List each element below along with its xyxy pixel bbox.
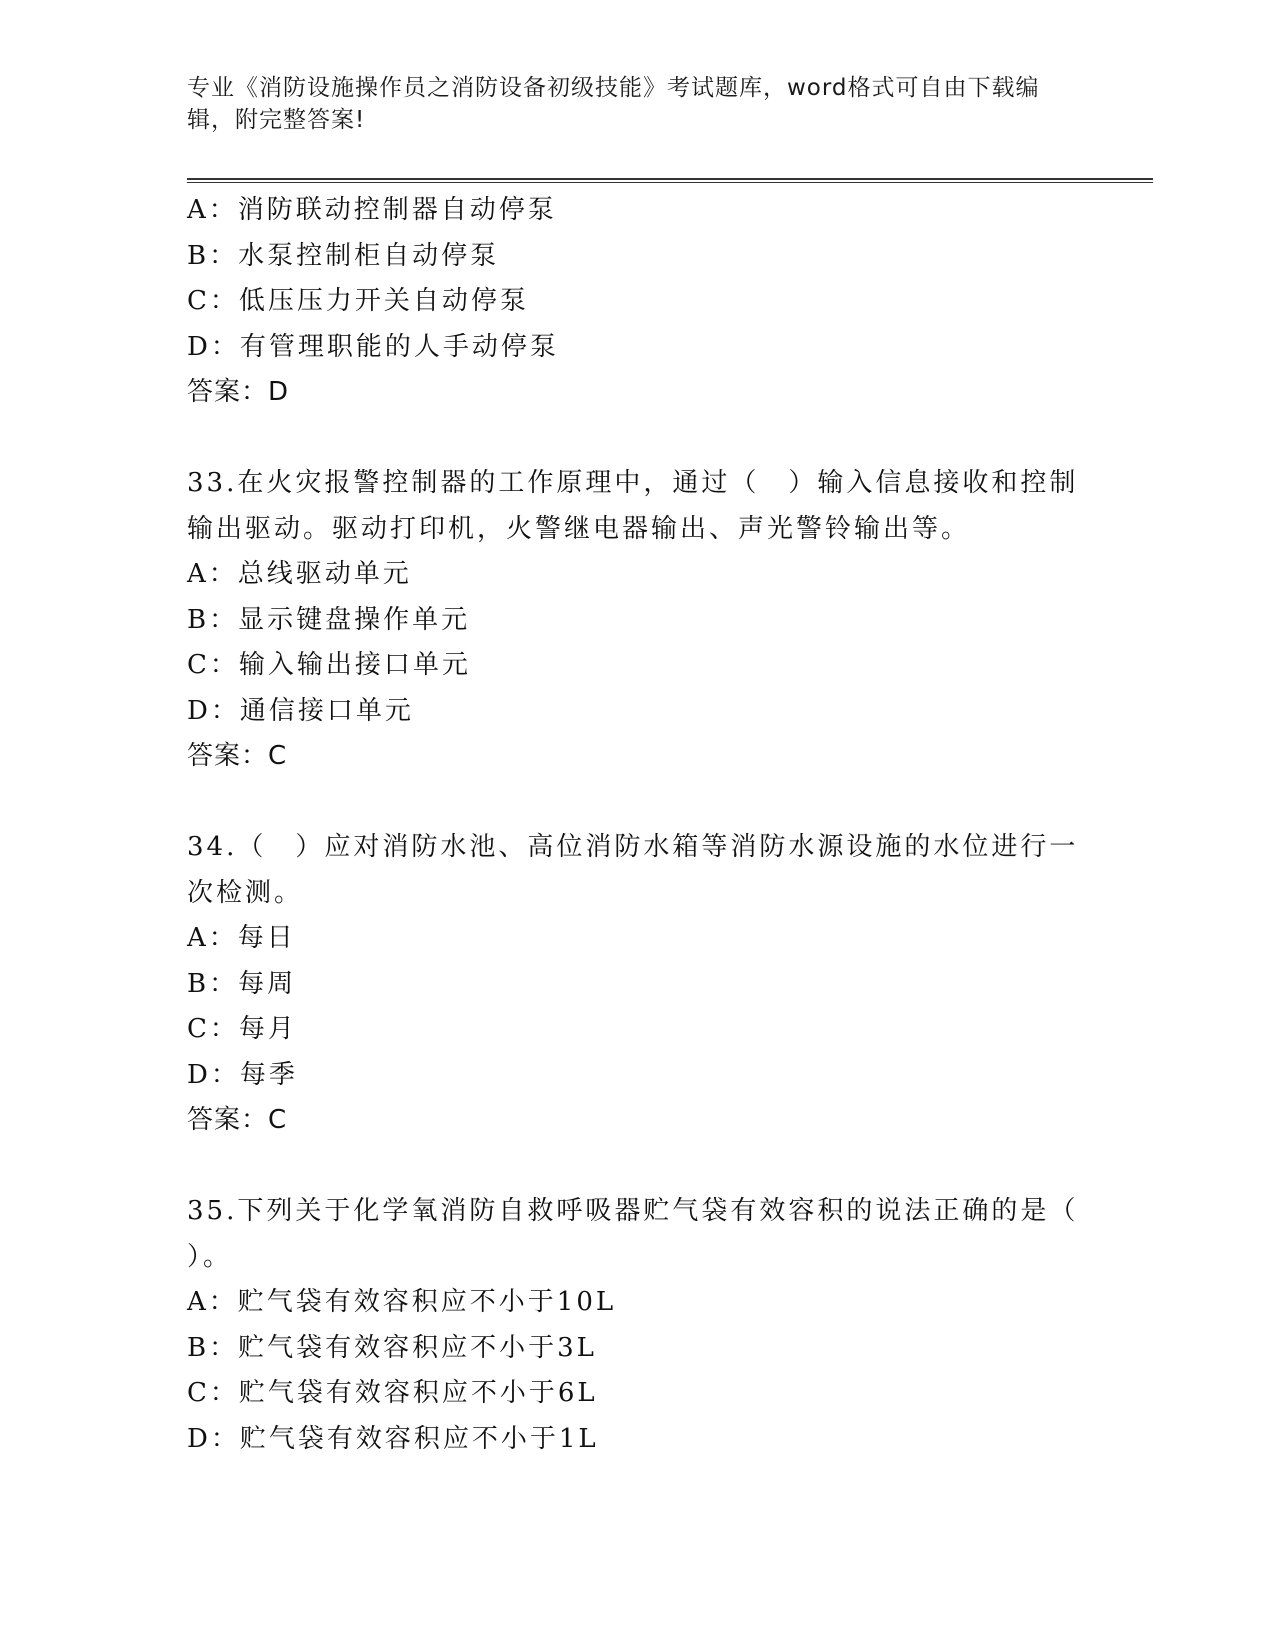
option-d: D：有管理职能的人手动停泵 xyxy=(187,331,559,362)
question-stem-line-1: 33.在火灾报警控制器的工作原理中，通过（ ）输入信息接收和控制 xyxy=(187,468,1079,498)
header-divider xyxy=(187,178,1153,183)
option-b: B：贮气袋有效容积应不小于3L xyxy=(187,1332,597,1363)
question-33 xyxy=(187,461,1087,780)
option-a: A：总线驱动单元 xyxy=(187,559,412,589)
answer-label: 答案：D xyxy=(187,377,290,407)
answer-label: 答案：C xyxy=(187,1105,288,1135)
question-34 xyxy=(187,825,1087,1144)
answer-label: 答案：C xyxy=(187,741,288,771)
option-c: C：输入输出接口单元 xyxy=(187,650,471,680)
option-d: D：每季 xyxy=(187,1059,298,1090)
question-stem-line-2: ）。 xyxy=(187,1241,233,1272)
question-32 xyxy=(187,188,1087,416)
option-c: C：贮气袋有效容积应不小于6L xyxy=(187,1378,598,1408)
option-a: A：消防联动控制器自动停泵 xyxy=(187,195,557,225)
question-35 xyxy=(187,1189,1087,1462)
option-c: C：低压压力开关自动停泵 xyxy=(187,286,529,316)
question-stem-line-2: 输出驱动。驱动打印机，火警继电器输出、声光警铃输出等。 xyxy=(187,513,971,544)
question-list xyxy=(187,188,1087,1462)
header-line-2: 辑，附完整答案! xyxy=(187,107,366,133)
option-d: D：贮气袋有效容积应不小于1L xyxy=(187,1423,599,1454)
option-d: D：通信接口单元 xyxy=(187,695,414,726)
option-a: A：每日 xyxy=(187,923,296,953)
option-b: B：每周 xyxy=(187,968,297,999)
document-header xyxy=(187,72,1067,136)
option-b: B：水泵控制柜自动停泵 xyxy=(187,240,500,271)
option-c: C：每月 xyxy=(187,1014,297,1044)
option-a: A：贮气袋有效容积应不小于10L xyxy=(187,1287,617,1317)
question-stem-line-1: 34.（ ）应对消防水池、高位消防水箱等消防水源设施的水位进行一 xyxy=(187,832,1079,862)
question-stem-line-1: 35.下列关于化学氧消防自救呼吸器贮气袋有效容积的说法正确的是（ xyxy=(187,1196,1079,1226)
option-b: B：显示键盘操作单元 xyxy=(187,604,471,635)
question-stem-line-2: 次检测。 xyxy=(187,877,304,908)
header-line-1: 专业《消防设施操作员之消防设备初级技能》考试题库，word格式可自由下载编 xyxy=(187,75,1040,101)
